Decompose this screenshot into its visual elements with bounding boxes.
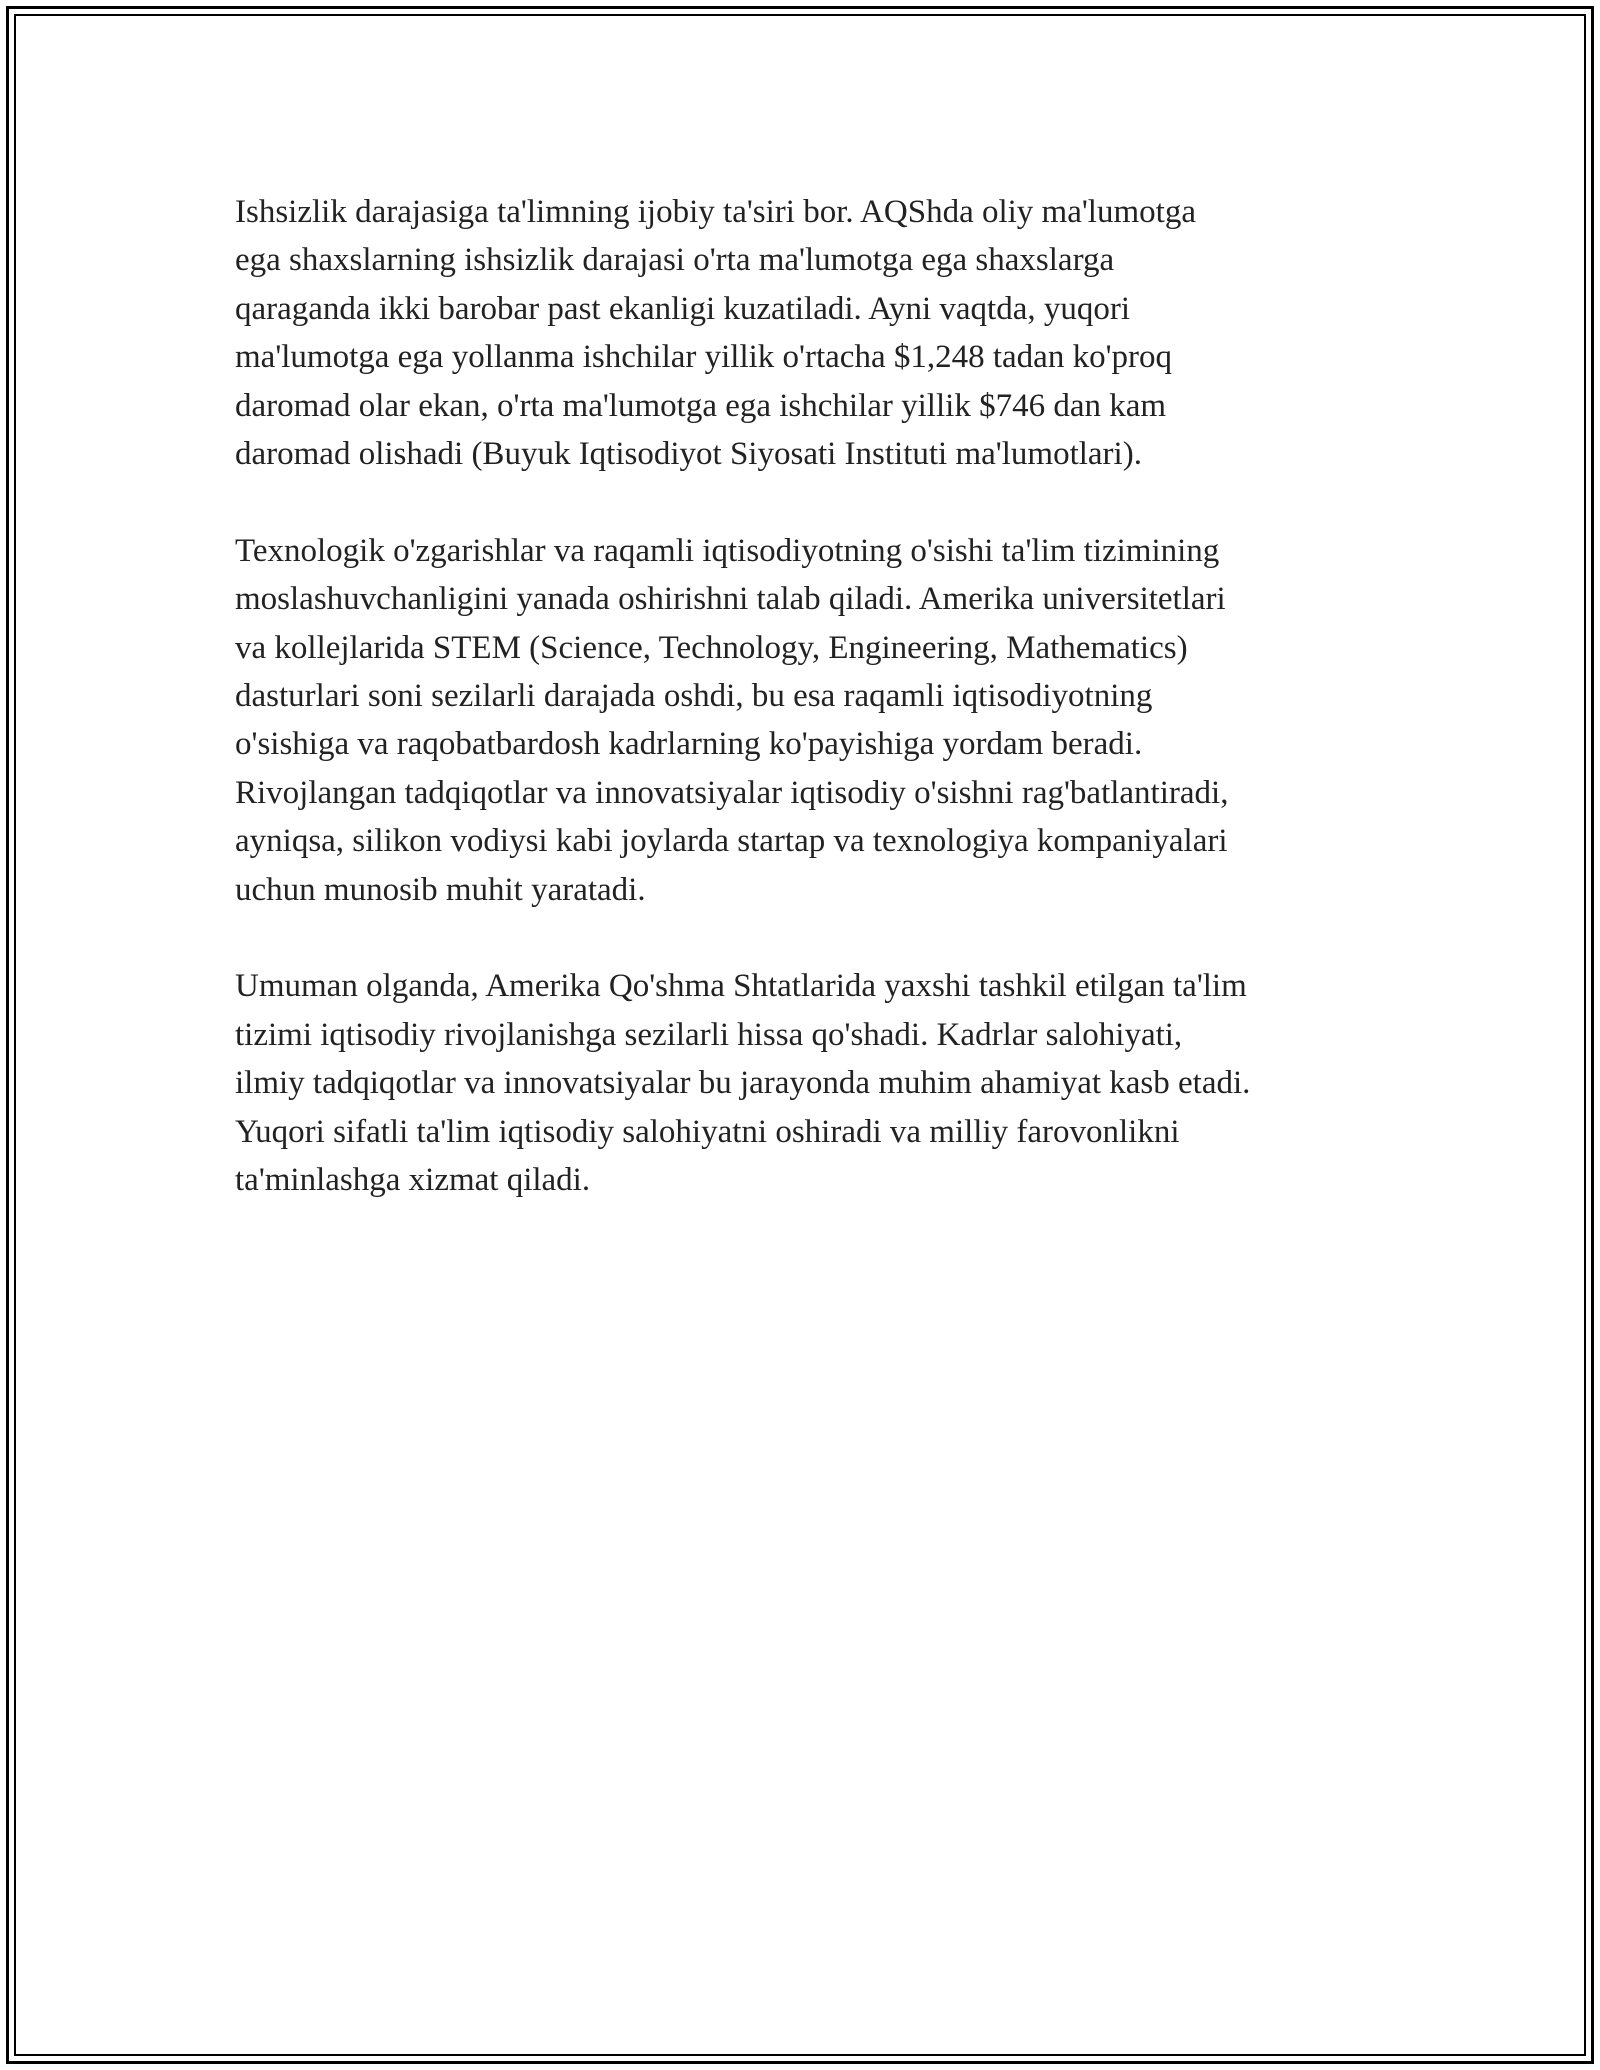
text-line: ta'minlashga xizmat qiladi.: [235, 1162, 591, 1199]
text-line: daromad olishadi (Buyuk Iqtisodiyot Siyosati Instituti ma'lumotlari).: [235, 436, 1142, 473]
text-line: ma'lumotga ega yollanma ishchilar yillik o'rtacha $1,248 tadan ko'proq: [235, 339, 1173, 376]
text-line: ilmiy tadqiqotlar va innovatsiyalar bu jarayonda muhim ahamiyat kasb etadi.: [235, 1065, 1251, 1102]
paragraph-2: [235, 527, 1385, 914]
text-line: uchun munosib muhit yaratadi.: [235, 871, 646, 908]
text-line: Umuman olganda, Amerika Qo'shma Shtatlarida yaxshi tashkil etilgan ta'lim: [235, 968, 1247, 1005]
text-line: Texnologik o'zgarishlar va raqamli iqtisodiyotning o'sishi ta'lim tizimining: [235, 532, 1220, 569]
text-line: moslashuvchanligini yanada oshirishni talab qiladi. Amerika universitetlari: [235, 581, 1226, 618]
text-line: Yuqori sifatli ta'lim iqtisodiy salohiyatni oshiradi va milliy farovonlikni: [235, 1113, 1180, 1150]
text-line: tizimi iqtisodiy rivojlanishga sezilarli hissa qo'shadi. Kadrlar salohiyati,: [235, 1016, 1183, 1053]
document-body: [235, 188, 1385, 1253]
text-line: ayniqsa, silikon vodiysi kabi joylarda startap va texnologiya kompaniyalari: [235, 823, 1228, 860]
text-line: o'sishiga va raqobatbardosh kadrlarning ko'payishiga yordam beradi.: [235, 726, 1143, 763]
text-line: dasturlari soni sezilarli darajada oshdi, bu esa raqamli iqtisodiyotning: [235, 678, 1153, 715]
text-line: qaraganda ikki barobar past ekanligi kuzatiladi. Ayni vaqtda, yuqori: [235, 290, 1131, 327]
text-line: Rivojlangan tadqiqotlar va innovatsiyalar iqtisodiy o'sishni rag'batlantiradi,: [235, 774, 1229, 811]
text-line: va kollejlarida STEM (Science, Technology, Engineering, Mathematics): [235, 629, 1188, 666]
text-line: Ishsizlik darajasiga ta'limning ijobiy ta'siri bor. AQShda oliy ma'lumotga: [235, 194, 1196, 230]
text-line: daromad olar ekan, o'rta ma'lumotga ega ishchilar yillik $746 dan kam: [235, 387, 1167, 424]
text-line: ega shaxslarning ishsizlik darajasi o'rta ma'lumotga ega shaxslarga: [235, 242, 1115, 279]
paragraph-3: [235, 962, 1385, 1204]
paragraph-1: [235, 188, 1385, 478]
